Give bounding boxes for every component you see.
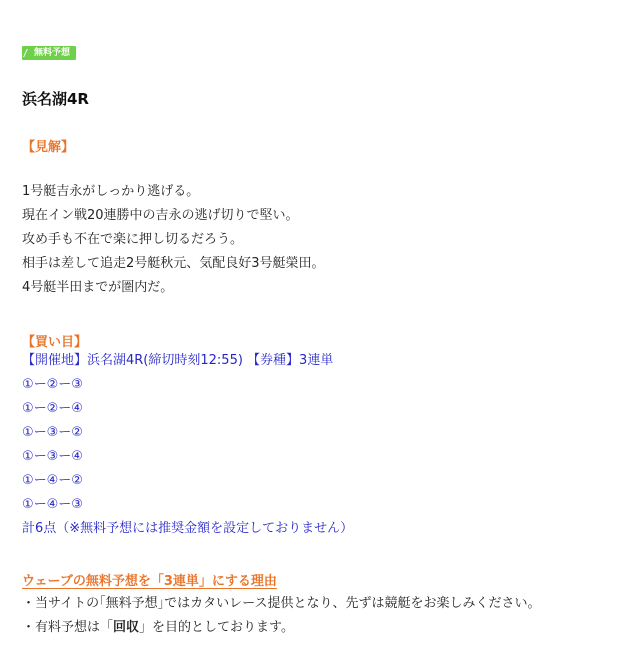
- analysis-line: 現在イン戦20連勝中の吉永の逃げ切りで堅い。: [22, 208, 299, 223]
- bet-combo: ①ー②ー④: [22, 401, 83, 416]
- reason-line: [22, 616, 540, 640]
- reason-line-prefix: ・有料予想は「: [22, 620, 114, 635]
- free-prediction-badge: 無料予想: [22, 46, 76, 60]
- analysis-line: 4号艇半田までが圏内だ。: [22, 280, 174, 295]
- bets-total: 計6点（※無料予想には推奨金額を設定しておりません）: [22, 521, 354, 536]
- analysis-label: 【見解】: [22, 140, 75, 155]
- bets-header: 【開催地】浜名湖4R(締切時刻12:55) 【券種】3連単: [22, 353, 334, 368]
- bet-combo: ①ー②ー③: [22, 377, 83, 392]
- bet-combo: ①ー③ー②: [22, 425, 83, 440]
- reason-line: ・当サイトの｢無料予想｣ではカタいレース提供となり、先ずは競艇をお楽しみください。: [22, 596, 541, 611]
- analysis-line: 攻め手も不在で楽に押し切るだろう。: [22, 232, 244, 247]
- bets-list: [22, 349, 353, 541]
- reason-emphasis: 回収: [113, 620, 140, 635]
- bet-combo: ①ー④ー③: [22, 497, 83, 512]
- page-title: 浜名湖4R: [22, 90, 89, 108]
- analysis-line: 相手は差して追走2号艇秋元、気配良好3号艇榮田。: [22, 256, 325, 271]
- analysis-line: 1号艇吉永がしっかり逃げる。: [22, 184, 200, 199]
- analysis-text: [22, 180, 325, 300]
- reason-line-suffix: 」を目的としております。: [139, 620, 294, 635]
- bet-combo: ①ー④ー②: [22, 473, 83, 488]
- reason-heading: ウェーブの無料予想を「3連単」にする理由: [22, 574, 277, 589]
- bet-combo: ①ー③ー④: [22, 449, 83, 464]
- reason-text: [22, 592, 540, 640]
- bets-label: 【買い目】: [22, 335, 88, 350]
